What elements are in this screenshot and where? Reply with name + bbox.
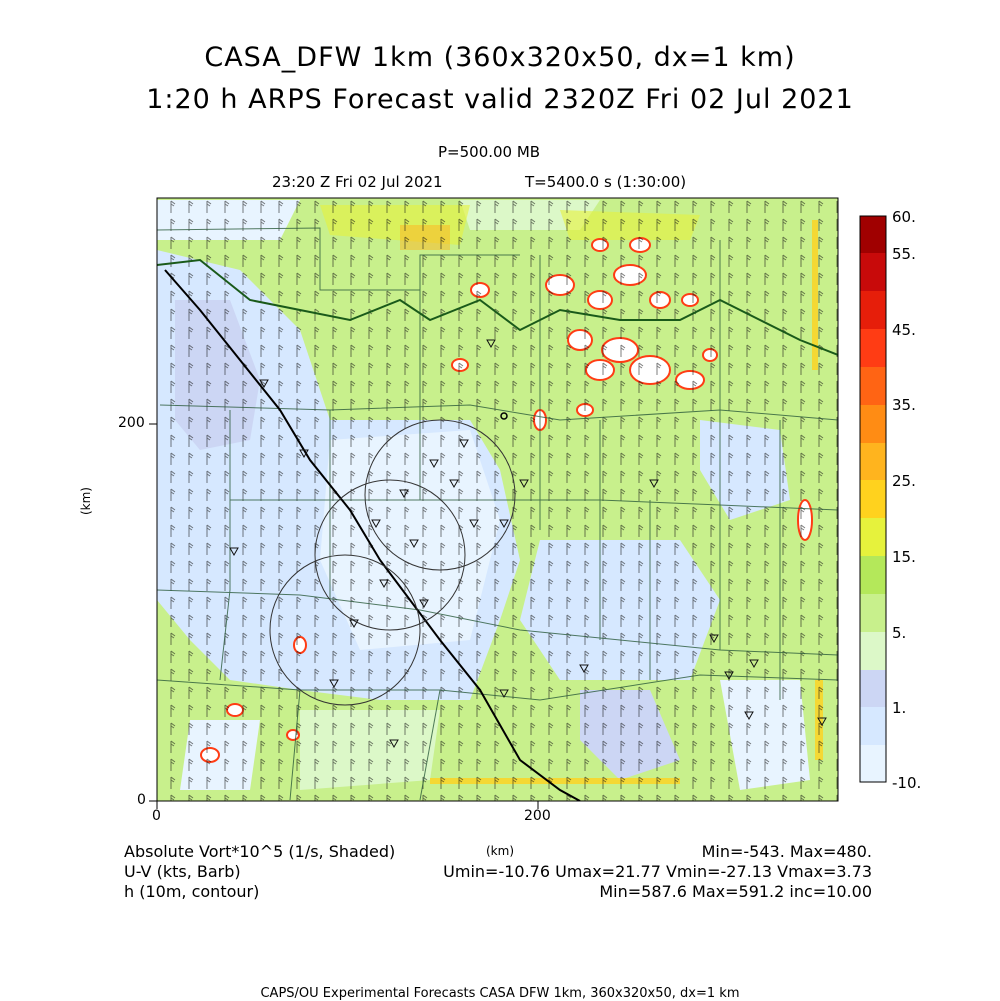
y-axis-label: (km): [79, 486, 94, 516]
y-tick-0: 0: [137, 792, 146, 808]
colorbar: [860, 216, 886, 782]
legend-vorticity: Absolute Vort*10^5 (1/s, Shaded): [124, 842, 396, 861]
stat-vort-range: Min=-543. Max=480.: [701, 842, 872, 861]
legend-wind: U-V (kts, Barb): [124, 862, 241, 881]
map-area: [157, 198, 838, 801]
x-axis-label: (km): [486, 844, 515, 858]
x-tick-0: 0: [152, 808, 161, 824]
footer-credit: CAPS/OU Experimental Forecasts CASA DFW 1km, 360x320x50, dx=1 km: [260, 986, 740, 1001]
valid-time: 23:20 Z Fri 02 Jul 2021: [272, 173, 443, 191]
y-tick-200: 200: [118, 415, 145, 431]
colorbar-label: -10.: [892, 774, 922, 792]
colorbar-label: 15.: [892, 548, 916, 566]
colorbar-label: 25.: [892, 472, 916, 490]
colorbar-label: 35.: [892, 396, 916, 414]
legend-height: h (10m, contour): [124, 882, 260, 901]
colorbar-label: 5.: [892, 624, 907, 642]
stat-height-range: Min=587.6 Max=591.2 inc=10.00: [599, 882, 872, 901]
stat-wind-range: Umin=-10.76 Umax=21.77 Vmin=-27.13 Vmax=3.73: [443, 862, 872, 881]
colorbar-label: 55.: [892, 245, 916, 263]
pressure-level: P=500.00 MB: [438, 143, 541, 161]
title-line-1: CASA_DFW 1km (360x320x50, dx=1 km): [204, 42, 796, 73]
colorbar-label: 45.: [892, 321, 916, 339]
x-tick-200: 200: [524, 808, 551, 824]
model-time: T=5400.0 s (1:30:00): [525, 173, 687, 191]
colorbar-label: 1.: [892, 699, 907, 717]
colorbar-label: 60.: [892, 208, 916, 226]
title-line-2: 1:20 h ARPS Forecast valid 2320Z Fri 02 Jul 2021: [146, 84, 854, 115]
